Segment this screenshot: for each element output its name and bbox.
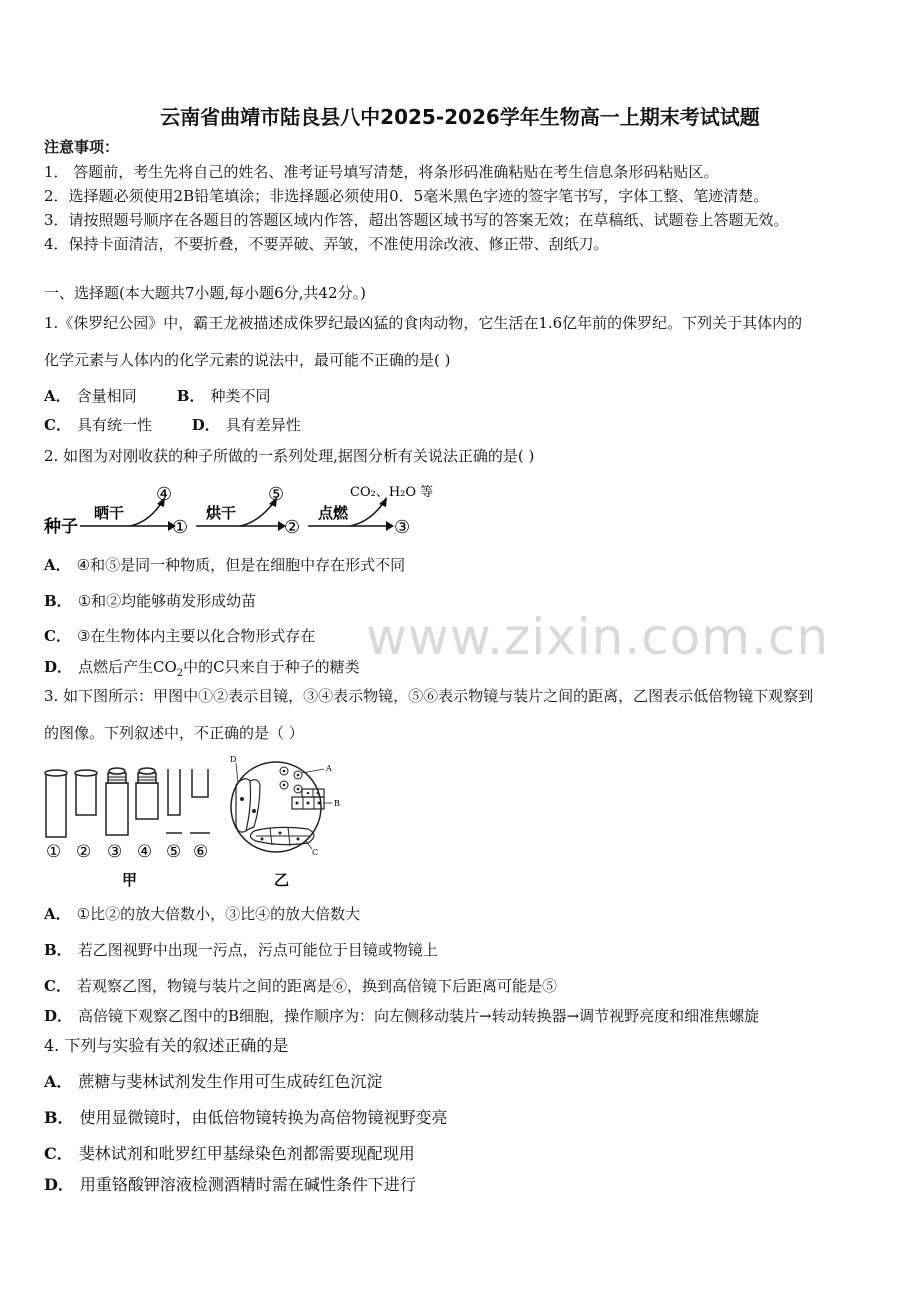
q4-option-a-row: [44, 1072, 890, 1092]
q2-step1-label: 晒干: [94, 504, 125, 522]
field-of-view: [231, 762, 332, 852]
q2-option-a-letter: A．: [44, 556, 71, 574]
section-heading: 一、选择题(本大题共7小题,每小题6分,共42分。): [44, 284, 366, 302]
q3-option-d: 高倍镜下观察乙图中的B细胞，操作顺序为：向左侧移动装片→转动转换器→调节视野亮度和细准焦螺旋: [78, 1007, 760, 1025]
objective-4: [136, 768, 158, 819]
q3-mark-c: C: [312, 848, 319, 857]
q2-option-c: ③在生物体内主要以化合物形式存在: [76, 627, 316, 645]
q3-stem-line2: 的图像。下列叙述中，不正确的是（ ）: [44, 724, 304, 742]
q3-mark-a: A: [326, 764, 332, 773]
q4-option-a-letter: A．: [44, 1072, 73, 1091]
q3-mark-b: B: [334, 799, 340, 808]
q4-option-a: 蔗糖与斐林试剂发生作用可生成砖红色沉淀: [78, 1072, 383, 1091]
objective-3: [106, 768, 128, 835]
q3-yi-label: 乙: [274, 871, 290, 889]
q1-option-d-letter: D．: [191, 416, 220, 434]
q4-option-d-letter: D．: [44, 1175, 74, 1194]
q2-product-2: ②: [284, 517, 301, 538]
q3-label-3: ③: [107, 842, 123, 862]
q3-option-d-letter: D．: [44, 1007, 73, 1025]
notice-item-1: 1． 答题前，考生先将自己的姓名、准考证号填写清楚，将条形码准确粘贴在考生信息条形码粘贴区。: [44, 163, 719, 181]
q3-option-a: ①比②的放大倍数小，③比④的放大倍数大: [76, 905, 361, 923]
q3-option-c: 若观察乙图，物镜与装片之间的距离是⑥，换到高倍镜下后距离可能是⑤: [76, 977, 557, 995]
q1-option-d: 具有差异性: [225, 416, 301, 434]
q3-option-a-letter: A．: [44, 905, 71, 923]
q4-option-d: 用重铬酸钾溶液检测酒精时需在碱性条件下进行: [79, 1175, 416, 1194]
notice-heading: 注意事项：: [44, 138, 120, 156]
q2-product-3: ③: [394, 517, 411, 538]
q2-step2-label: 烘干: [206, 504, 237, 522]
q3-label-2: ②: [76, 842, 92, 862]
q4-option-d-row: [44, 1175, 890, 1195]
eyepiece-1: [45, 770, 67, 837]
q2-option-d-sub: 2: [176, 668, 184, 679]
eyepiece-2: [75, 770, 97, 815]
q3-mark-d: D: [230, 755, 237, 764]
q4-option-b-row: [44, 1108, 890, 1128]
q1-option-c-letter: C．: [44, 416, 71, 434]
q2-branch-3: [350, 502, 384, 526]
notice-item-2: 2．选择题必须使用2B铅笔填涂；非选择题必须使用0．5毫米黑色字迹的签字笔书写，字体工整、笔迹清楚。: [44, 187, 769, 205]
q1-stem-line2: 化学元素与人体内的化学元素的说法中，最可能不正确的是( ): [44, 351, 451, 369]
q3-option-b-row: [44, 940, 890, 960]
q3-microscope-diagram: [40, 755, 360, 895]
q1-option-b: 种类不同: [210, 387, 271, 405]
q4-option-b-letter: B．: [44, 1108, 74, 1127]
q3-option-b: 若乙图视野中出现一污点，污点可能位于目镜或物镜上: [77, 941, 438, 959]
q4-option-c-row: [44, 1144, 890, 1164]
q3-option-a-row: [44, 904, 890, 924]
q3-label-6: ⑥: [193, 842, 209, 862]
page-title: 云南省曲靖市陆良县八中2025-2026学年生物高一上期末考试试题: [160, 105, 760, 129]
q2-seed-diagram: [44, 478, 464, 542]
q1-option-a-letter: A．: [44, 387, 71, 405]
watermark: www.zixin.com.cn: [366, 608, 830, 666]
q1-stem-line1: 1.《侏罗纪公园》中，霸王龙被描述成侏罗纪最凶猛的食肉动物，它生活在1.6亿年前的侏罗纪。下列关于其体内的: [44, 314, 803, 332]
q4-option-c-letter: C．: [44, 1144, 73, 1163]
q4-stem: 4. 下列与实验有关的叙述正确的是: [44, 1036, 289, 1055]
q2-option-a-row: [44, 555, 890, 575]
distance-5: [166, 769, 182, 833]
q4-option-c: 斐林试剂和吡罗红甲基绿染色剂都需要现配现用: [78, 1144, 415, 1163]
q2-seed-label: 种子: [44, 517, 78, 537]
q2-option-c-letter: C．: [44, 627, 71, 645]
q3-label-1: ①: [46, 842, 62, 862]
q2-option-d-post: 中的C只来自于种子的糖类: [183, 658, 360, 676]
q3-option-d-row: [44, 1006, 890, 1026]
q1-option-b-letter: B．: [176, 387, 205, 405]
q2-output-3: CO₂、H₂O 等: [350, 485, 434, 500]
q3-jia-label: 甲: [122, 871, 138, 889]
q2-arrowhead-3: [386, 521, 394, 531]
q3-option-b-letter: B．: [44, 941, 72, 959]
q3-option-c-row: [44, 976, 890, 996]
notice-item-4: 4．保持卡面清洁，不要折叠，不要弄破、弄皱，不准使用涂改液、修正带、刮纸刀。: [44, 235, 609, 253]
distance-6: [190, 769, 210, 833]
q2-step3-label: 点燃: [318, 504, 349, 522]
q2-option-d-letter: D．: [44, 658, 73, 676]
q2-option-b: ①和②均能够萌发形成幼苗: [77, 592, 257, 610]
q2-product-1: ①: [172, 517, 189, 538]
q2-branch-2: [240, 502, 274, 526]
q3-label-4: ④: [137, 842, 153, 862]
notice-item-3: 3．请按照题号顺序在各题目的答题区域内作答，超出答题区域书写的答案无效；在草稿纸、试题卷上答题无效。: [44, 211, 789, 229]
q1-option-a: 含量相同: [76, 387, 137, 405]
q2-option-b-letter: B．: [44, 592, 72, 610]
q3-label-5: ⑤: [166, 842, 182, 862]
q3-stem-line1: 3. 如下图所示：甲图中①②表示目镜，③④表示物镜，⑤⑥表示物镜与装片之间的距离，乙图表示低倍物镜下观察到: [44, 687, 814, 705]
q3-option-c-letter: C．: [44, 977, 71, 995]
q2-output-2: ⑤: [268, 484, 285, 505]
q1-option-c: 具有统一性: [76, 416, 152, 434]
q2-option-a: ④和⑤是同一种物质，但是在细胞中存在形式不同: [76, 556, 406, 574]
q2-option-d-pre: 点燃后产生CO: [78, 658, 177, 676]
q4-option-b: 使用显微镜时，由低倍物镜转换为高倍物镜视野变亮: [79, 1108, 448, 1127]
q2-output-1: ④: [156, 484, 173, 505]
q1-options-cd: [44, 415, 890, 435]
q2-stem: 2. 如图为对刚收获的种子所做的一系列处理,据图分析有关说法正确的是( ): [44, 447, 535, 465]
q2-branch-1: [130, 502, 162, 526]
q1-options-ab: [44, 386, 890, 406]
